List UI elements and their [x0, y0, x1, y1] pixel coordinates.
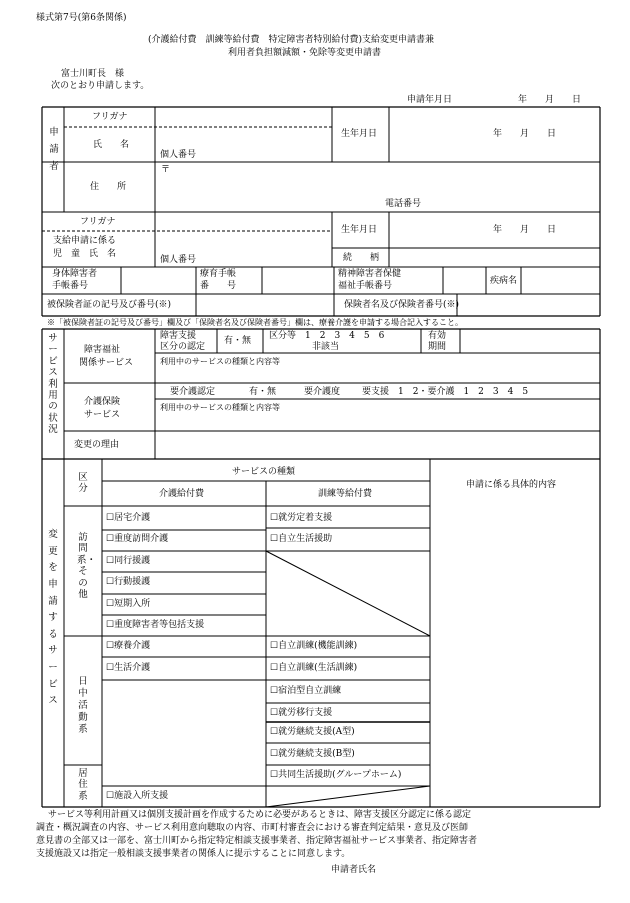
care-label-2: サービス	[84, 410, 121, 420]
care-item-facility-support[interactable]: ☐施設入所支援	[106, 791, 169, 801]
care-level-label: 要介護度	[304, 387, 341, 397]
group-residence-label: 居住系	[78, 768, 88, 802]
services-side-label: 変更を申請するサービス	[48, 529, 58, 707]
physical-handbook-label-1: 身体障害者	[52, 269, 98, 279]
relationship-label: 続 柄	[343, 253, 380, 263]
insurer-label: 保険者名及び保険者番号(※)	[344, 300, 460, 310]
child-dob-field[interactable]: 年 月 日	[493, 225, 557, 235]
applicant-name-label: 氏 名	[93, 140, 130, 150]
training-item-functional-training[interactable]: ☐自立訓練(機能訓練)	[270, 641, 358, 651]
category-header: 区分	[78, 472, 88, 495]
rehab-handbook-label-2: 番 号	[200, 281, 237, 291]
postal-mark: 〒	[161, 165, 171, 175]
intro-text: 次のとおり申請します。	[51, 81, 150, 91]
applicant-furigana-label: フリガナ	[92, 112, 128, 122]
applicant-personal-number-label: 個人番号	[160, 150, 197, 160]
child-furigana-label: フリガナ	[80, 217, 116, 227]
group-day-label: 日中活動系	[78, 676, 88, 735]
details-header: 申請に係る具体的内容	[466, 480, 557, 490]
care-item-home-care[interactable]: ☐居宅介護	[106, 513, 151, 523]
form-title: (介護給付費 訓練等給付費 特定障害者特別給付費)支給変更申請書兼	[148, 35, 435, 45]
form-number: 様式第7号(第6条関係)	[36, 13, 127, 23]
insurance-cert-label: 被保険者証の記号及び番号(※)	[47, 300, 172, 310]
training-item-life-training[interactable]: ☐自立訓練(生活訓練)	[270, 663, 358, 673]
validity-label-1: 有効	[428, 331, 447, 341]
service-types-header: サービスの種類	[232, 467, 296, 477]
care-benefits-header: 介護給付費	[159, 489, 205, 499]
rehab-handbook-label-1: 療育手帳	[200, 269, 237, 279]
application-date-field[interactable]: 年 月 日	[518, 95, 582, 105]
application-date-label: 申請年月日	[407, 95, 453, 105]
consent-line-3: 意見書の全部又は一部を、富士川町から指定特定相談支援事業者、指定障害福祉サービス事業者、指定障害者	[36, 836, 478, 846]
care-item-short-stay[interactable]: ☐短期入所	[106, 599, 151, 609]
care-label-1: 介護保険	[84, 397, 121, 407]
physical-handbook-label-2: 手帳番号	[52, 281, 89, 291]
care-item-comprehensive-support[interactable]: ☐重度障害者等包括支援	[106, 620, 205, 630]
phone-label: 電話番号	[385, 199, 422, 209]
care-item-medical-care[interactable]: ☐療養介護	[106, 641, 151, 651]
training-item-independent-living[interactable]: ☐自立生活援助	[270, 534, 333, 544]
consent-line-1: サービス等利用計画又は個別支援計画を作成するために必要があるときは、障害支援区分認定に係る認定	[48, 810, 472, 820]
applicant-dob-field[interactable]: 年 月 日	[493, 129, 557, 139]
care-grades[interactable]: 要支援 1 2・要介護 1 2 3 4 5	[362, 387, 529, 397]
addressee: 富士川町長 様	[61, 69, 125, 79]
care-item-severe-visiting[interactable]: ☐重度訪問介護	[106, 534, 169, 544]
change-reason-label: 変更の理由	[74, 440, 120, 450]
training-item-employment-retention[interactable]: ☐就労定着支援	[270, 513, 333, 523]
applicant-side-label: 申請者	[49, 127, 59, 173]
grade-label-2[interactable]: 非該当	[312, 342, 340, 352]
cert-label-2: 区分の認定	[160, 342, 206, 352]
training-item-residential-training[interactable]: ☐宿泊型自立訓練	[270, 686, 342, 696]
child-name-label-2: 児 童 氏 名	[53, 249, 117, 259]
training-benefits-header: 訓練等給付費	[318, 489, 373, 499]
disease-label: 疾病名	[490, 276, 518, 286]
care-item-life-care[interactable]: ☐生活介護	[106, 663, 151, 673]
applicant-address-label: 住 所	[90, 182, 127, 192]
group-visit-label: 訪問系・その他	[77, 532, 97, 600]
insurance-note: ※「被保険者証の記号及び番号」欄及び「保険者名及び保険者番号」欄は、療養介護を申請する場合記入すること。	[47, 318, 463, 327]
welfare-label-2: 関係サービス	[79, 358, 134, 368]
mental-handbook-label-1: 精神障害者保健	[338, 269, 402, 279]
cert-label-1: 障害支援	[160, 331, 197, 341]
care-item-accompanying[interactable]: ☐同行援護	[106, 556, 151, 566]
care-current-services-label: 利用中のサービスの種類と内容等	[160, 403, 280, 412]
care-yes-no[interactable]: 有・無	[249, 387, 277, 397]
training-item-group-home[interactable]: ☐共同生活援助(グループホーム)	[270, 770, 402, 780]
form-subtitle: 利用者負担額減額・免除等変更申請書	[228, 48, 382, 58]
care-item-behavior-support[interactable]: ☐行動援護	[106, 577, 151, 587]
usage-side-label: サービス利用の状況	[48, 333, 58, 436]
validity-label-2: 期間	[428, 342, 447, 352]
signature-label: 申請者氏名	[331, 865, 377, 875]
mental-handbook-label-2: 福祉手帳番号	[338, 281, 393, 291]
training-item-employment-continuation-b[interactable]: ☐就労継続支援(B型)	[270, 749, 355, 759]
training-item-employment-transition[interactable]: ☐就労移行支援	[270, 708, 333, 718]
care-cert-label: 要介護認定	[170, 387, 216, 397]
training-item-employment-continuation-a[interactable]: ☐就労継続支援(A型)	[270, 727, 355, 737]
consent-line-4: 支援施設又は指定一般相談支援事業者の関係人に提示することに同意します。	[36, 849, 351, 859]
consent-line-2: 調査・概況調査の内容、サービス利用意向聴取の内容、市町村審査会における審査判定結果・意見及び医師	[36, 823, 469, 833]
child-personal-number-label: 個人番号	[160, 255, 197, 265]
grade-label-1[interactable]: 区分等 1 2 3 4 5 6	[269, 331, 385, 341]
child-dob-label: 生年月日	[341, 225, 378, 235]
child-name-label-1: 支給申請に係る	[53, 236, 117, 246]
cert-yes-no[interactable]: 有・無	[224, 336, 252, 346]
applicant-dob-label: 生年月日	[341, 129, 378, 139]
welfare-current-services-label: 利用中のサービスの種類と内容等	[160, 357, 280, 366]
welfare-label-1: 障害福祉	[84, 345, 121, 355]
